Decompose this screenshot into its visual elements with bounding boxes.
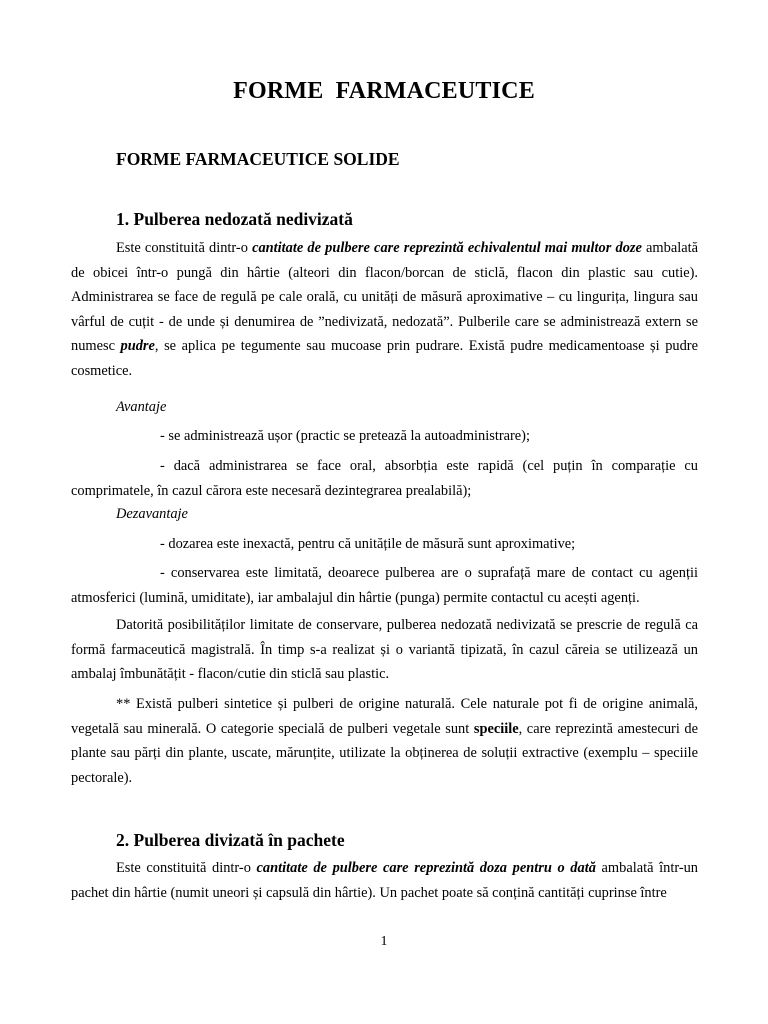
page-number: 1 [380, 934, 388, 949]
disadvantage-item: - dozarea este inexactă, pentru că unitățile de măsură sunt aproximative; [160, 536, 576, 552]
section-1-paragraph-2: Datorită posibilităților limitate de conservare, pulberea nedozată nedivizată se prescrie de regulă ca formă farmaceutică magistrală. În timp s-a realizat și o variantă tipizată, în cazul căreia se utilizează un ambalaj îmbunătățit - flacon/cutie din sticlă sau plastic. [71, 617, 698, 682]
emphasis-text: speciile [473, 720, 519, 737]
advantage-item: - dacă administrarea se face oral, absorbția este rapidă (cel puțin în comparație cu comprimatele, în cazul cărora este necesară dezintegrarea prealabilă); [71, 458, 698, 499]
advantage-item: - se administrează ușor (practic se pretează la autoadministrare); [160, 428, 530, 444]
disadvantage-item: - conservarea este limitată, deoarece pulberea are o suprafață mare de contact cu agenții atmosferici (lumină, umiditate), iar ambalajul din hârtie (punga) permite contactul cu acești agenți. [71, 565, 698, 606]
section-1-heading: 1. Pulberea nedozată nedivizată [116, 209, 353, 229]
section-1-paragraph-3 [71, 692, 698, 790]
text-run: , care reprezintă amestecuri de plante sau părți din plante, uscate, mărunțite, utilizate la obținerea de soluții extractive (exemplu – speciile pectorale). [71, 720, 699, 786]
text-run: ** Există pulberi sintetice și pulberi de origine naturală. Cele naturale pot fi de origine animală, vegetală sau minerală. O categorie specială de pulberi vegetale sunt [71, 696, 698, 737]
text-run: ambalată într-un pachet din hârtie (numit uneori și capsulă din hârtie). Un pachet poate să conțină cantități cuprinse între [71, 860, 699, 901]
text-run: Este constituită dintr-o [116, 860, 257, 876]
document-subtitle: FORME FARMACEUTICE SOLIDE [116, 149, 400, 169]
section-2-paragraph-1 [71, 856, 698, 905]
disadvantages-label: Dezavantaje [116, 506, 188, 522]
emphasis-text: pudre [120, 338, 155, 354]
text-run: , se aplica pe tegumente sau mucoase prin pudrare. Există pudre medicamentoase și pudre cosmetice. [71, 338, 698, 379]
section-1-paragraph-1 [71, 236, 698, 383]
text-run: ambalată de obicei într-o pungă din hârtie (alteori din flacon/borcan de sticlă, flacon din plastic sau cutie). Administrarea se face de regulă pe cale orală, cu unități de măsură aproximative – cu lingurița, lingura sau vârful de cuțit - de unde și denumirea de ”nedivizată, nedozată”. Pulberile care se administrează extern se numesc [71, 240, 698, 354]
advantages-label: Avantaje [116, 399, 167, 415]
emphasis-text: cantitate de pulbere care reprezintă echivalentul mai multor doze [252, 240, 642, 256]
text-run: Este constituită dintr-o [116, 240, 253, 256]
document-title: FORME FARMACEUTICE [233, 78, 535, 104]
section-2-heading: 2. Pulberea divizată în pachete [116, 830, 345, 850]
emphasis-text: cantitate de pulbere care reprezintă doza pentru o dată [256, 860, 596, 876]
